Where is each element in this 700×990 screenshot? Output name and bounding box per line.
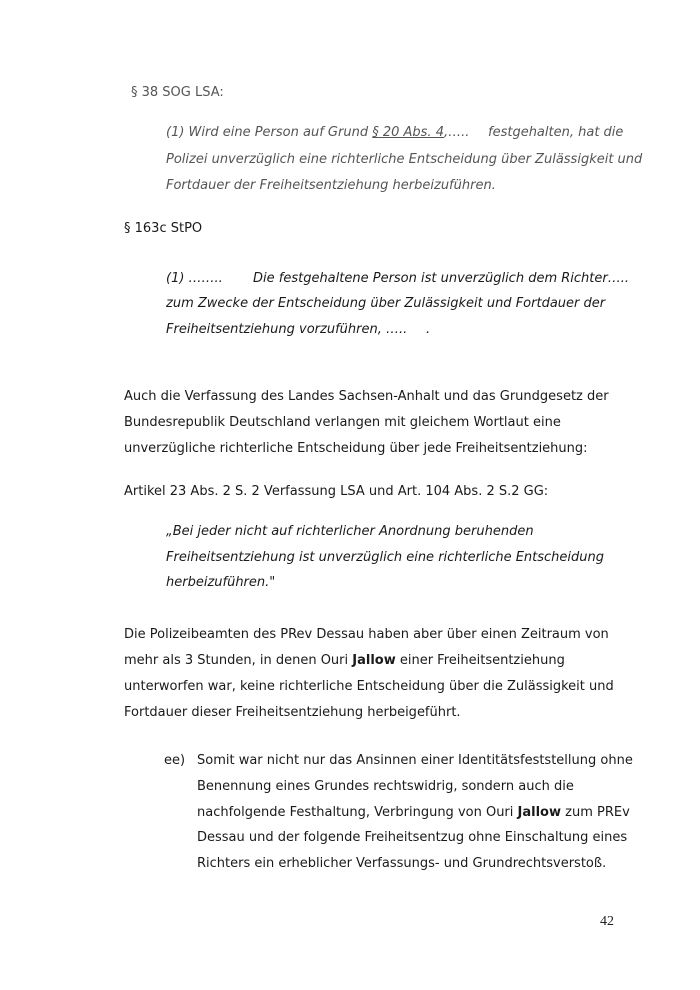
quote-stpo-line-3: Freiheitsentziehung vorzuführen, ….. bbox=[166, 322, 408, 337]
paragraph-verfassung-line-2: Bundesrepublik Deutschland verlangen mit gleichem Wortlaut eine bbox=[124, 415, 561, 430]
quote-sog-line-2: Polizei unverzüglich eine richterliche Entscheidung über Zulässigkeit und bbox=[166, 152, 643, 167]
list-ee-line-3 bbox=[197, 804, 630, 822]
quote-sog-text: (1) Wird eine Person auf Grund bbox=[166, 125, 373, 140]
quote-stpo-line-1: Die festgehaltene Person ist unverzüglich dem Richter….. bbox=[253, 271, 629, 286]
list-marker-ee: ee) bbox=[164, 753, 186, 768]
quote-stpo-line-1-start: (1) …….. bbox=[166, 271, 223, 286]
sog-paragraph-reference: § 20 Abs. 4 bbox=[372, 125, 444, 140]
name-jallow: Jallow bbox=[352, 653, 396, 668]
quote-artikel-line-3 bbox=[166, 574, 275, 592]
list-ee-line-4: Dessau und der folgende Freiheitsentzug ohne Einschaltung eines bbox=[197, 830, 628, 845]
quote-artikel-line-2: Freiheitsentziehung ist unverzüglich eine richterliche Entscheidung bbox=[166, 550, 605, 565]
list-ee-line-1: Somit war nicht nur das Ansinnen einer Identitätsfeststellung ohne bbox=[197, 753, 633, 768]
paragraph-verfassung-line-1: Auch die Verfassung des Landes Sachsen-Anhalt und das Grundgesetz der bbox=[124, 389, 609, 404]
quote-artikel-closing-quote: " bbox=[269, 575, 276, 590]
quote-sog-ellipsis: ,….. bbox=[443, 125, 470, 140]
list-ee-line-2: Benennung eines Grundes rechtswidrig, sondern auch die bbox=[197, 779, 574, 794]
heading-stpo: § 163c StPO bbox=[124, 221, 203, 236]
list-ee-line-5: Richters ein erheblicher Verfassungs- und Grundrechtsverstoß. bbox=[197, 856, 607, 871]
quote-artikel-line-3-text: herbeizuführen. bbox=[166, 575, 270, 590]
name-jallow-2: Jallow bbox=[517, 805, 561, 820]
paragraph-polizei-line-2-end: einer Freiheitsentziehung bbox=[395, 653, 565, 668]
quote-sog-line-1-end: festgehalten, hat die bbox=[488, 125, 624, 140]
heading-sog-lsa: § 38 SOG LSA: bbox=[131, 85, 224, 100]
paragraph-polizei-line-2 bbox=[124, 652, 565, 670]
quote-artikel-line-1: „Bei jeder nicht auf richterlicher Anordnung beruhenden bbox=[166, 524, 534, 539]
quote-stpo-line-2: zum Zwecke der Entscheidung über Zulässigkeit und Fortdauer der bbox=[166, 296, 606, 311]
paragraph-polizei-line-1: Die Polizeibeamten des PRev Dessau haben aber über einen Zeitraum von bbox=[124, 627, 609, 642]
paragraph-polizei-line-4: Fortdauer dieser Freiheitsentziehung herbeigeführt. bbox=[124, 705, 461, 720]
heading-artikel: Artikel 23 Abs. 2 S. 2 Verfassung LSA und Art. 104 Abs. 2 S.2 GG: bbox=[124, 484, 549, 499]
list-ee-line-3-end: zum PREv bbox=[561, 805, 630, 820]
page-number: 42 bbox=[600, 914, 614, 929]
quote-sog-line-1 bbox=[166, 124, 469, 142]
quote-sog-line-3: Fortdauer der Freiheitsentziehung herbeizuführen. bbox=[166, 178, 496, 193]
paragraph-polizei-line-3: unterworfen war, keine richterliche Entscheidung über die Zulässigkeit und bbox=[124, 679, 614, 694]
paragraph-polizei-line-2-start: mehr als 3 Stunden, in denen Ouri bbox=[124, 653, 353, 668]
list-ee-line-3-start: nachfolgende Festhaltung, Verbringung von Ouri bbox=[197, 805, 518, 820]
paragraph-verfassung-line-3: unverzügliche richterliche Entscheidung über jede Freiheitsentziehung: bbox=[124, 441, 588, 456]
quote-stpo-line-3-end: . bbox=[426, 322, 431, 337]
